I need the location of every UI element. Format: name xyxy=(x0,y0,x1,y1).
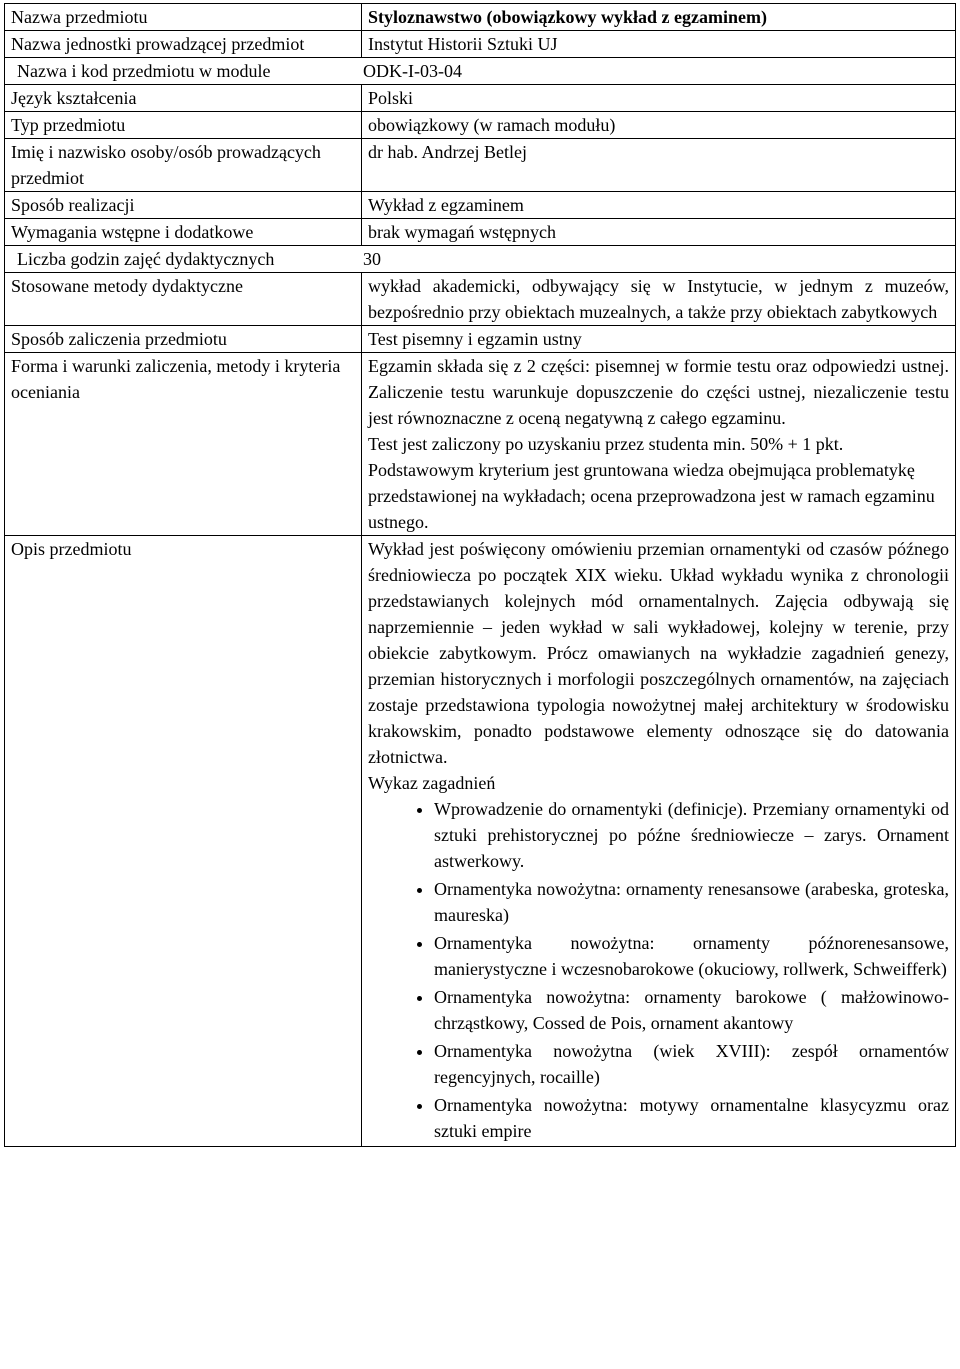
topics-heading: Wykaz zagadnień xyxy=(368,773,496,793)
value-lecturer: dr hab. Andrzej Betlej xyxy=(362,139,956,192)
value-language: Polski xyxy=(362,85,956,112)
label-language: Język kształcenia xyxy=(5,85,362,112)
label-lecturer: Imię i nazwisko osoby/osób prowadzących przedmiot xyxy=(5,139,362,192)
list-item: • Ornamentyka nowożytna: motywy ornamentalne klasycyzmu oraz sztuki empire xyxy=(434,1092,949,1144)
value-code: ODK-I-03-04 xyxy=(363,61,462,81)
row-type xyxy=(5,112,956,139)
row-code xyxy=(5,58,956,85)
row-lecturer xyxy=(5,139,956,192)
value-unit: Instytut Historii Sztuki UJ xyxy=(362,31,956,58)
value-realization: Wykład z egzaminem xyxy=(362,192,956,219)
label-unit: Nazwa jednostki prowadzącej przedmiot xyxy=(5,31,362,58)
label-course-name: Nazwa przedmiotu xyxy=(5,4,362,31)
label-credit: Sposób zaliczenia przedmiotu xyxy=(5,326,362,353)
assessment-paragraph-3: Podstawowym kryterium jest gruntowana wiedza obejmująca problematykę przedstawionej na wykładach; ocena przeprowadzona jest w ramach egzaminu ustnego. xyxy=(368,460,935,532)
list-item: • Wprowadzenie do ornamentyki (definicje). Przemiany ornamentyki od sztuki prehistorycznej po późne średniowiecze – zarys. Ornament astwerkowy. xyxy=(434,796,949,874)
row-methods xyxy=(5,273,956,326)
list-item: • Ornamentyka nowożytna: ornamenty renesansowe (arabeska, groteska, maureska) xyxy=(434,876,949,928)
course-info-table xyxy=(4,3,956,1147)
label-requirements: Wymagania wstępne i dodatkowe xyxy=(5,219,362,246)
label-description: Opis przedmiotu xyxy=(5,536,362,1147)
label-assessment: Forma i warunki zaliczenia, metody i kryteria oceniania xyxy=(5,353,362,536)
label-type: Typ przedmiotu xyxy=(5,112,362,139)
row-requirements xyxy=(5,219,956,246)
row-description xyxy=(5,536,956,1147)
row-credit xyxy=(5,326,956,353)
label-code: Nazwa i kod przedmiotu w module xyxy=(17,61,271,81)
value-methods: wykład akademicki, odbywający się w Instytucie, w jednym z muzeów, bezpośrednio przy obiektach muzealnych, a także przy obiektach zabytkowych xyxy=(362,273,956,326)
row-hours xyxy=(5,246,956,273)
description-paragraph: Wykład jest poświęcony omówieniu przemian ornamentyki od czasów późnego średniowiecza po początek XIX wieku. Układ wykładu wynika z chronologii przedstawianych kolejnych mód ornamentalnych. Zajęcia odbywają się naprzemiennie – jeden wykład w sali wykładowej, kolejny w terenie, przy obiekcie zabytkowym. Prócz omawianych na wykładzie zagadnień genezy, przemian historycznych i morfologii poszczególnych ornamentów, na zajęciach zostaje przedstawiona typologia nowożytnej małej architektury w środowisku krakowskim, ponadto podstawowe elementy odnoszące się do datowania złotnictwa. xyxy=(368,539,949,767)
list-item: • Ornamentyka nowożytna: ornamenty późnorenesansowe, manierystyczne i wczesnobarokowe (okuciowy, rollwerk, Schweifferk) xyxy=(434,930,949,982)
value-description xyxy=(362,536,956,1147)
row-language xyxy=(5,85,956,112)
assessment-paragraph-2: Test jest zaliczony po uzyskaniu przez studenta min. 50% + 1 pkt. xyxy=(368,434,844,454)
list-item: • Ornamentyka nowożytna: ornamenty barokowe ( małżowinowo-chrząstkowy, Cossed de Pois, ornament akantowy xyxy=(434,984,949,1036)
value-requirements: brak wymagań wstępnych xyxy=(362,219,956,246)
value-assessment xyxy=(362,353,956,536)
value-type: obowiązkowy (w ramach modułu) xyxy=(362,112,956,139)
value-hours: 30 xyxy=(363,249,381,269)
row-assessment xyxy=(5,353,956,536)
row-unit xyxy=(5,31,956,58)
assessment-paragraph-1: Egzamin składa się z 2 części: pisemnej w formie testu oraz odpowiedzi ustnej. Zaliczenie testu warunkuje dopuszczenie do części ustnej, niezaliczenie testu jest równoznaczne z oceną negatywną z całego egzaminu. xyxy=(368,356,949,428)
value-course-name: Styloznawstwo (obowiązkowy wykład z egzaminem) xyxy=(362,4,956,31)
value-credit: Test pisemny i egzamin ustny xyxy=(362,326,956,353)
row-course-name xyxy=(5,4,956,31)
row-realization xyxy=(5,192,956,219)
label-realization: Sposób realizacji xyxy=(5,192,362,219)
label-methods: Stosowane metody dydaktyczne xyxy=(5,273,362,326)
label-hours: Liczba godzin zajęć dydaktycznych xyxy=(17,249,275,269)
list-item: • Ornamentyka nowożytna (wiek XVIII): zespół ornamentów regencyjnych, rocaille) xyxy=(434,1038,949,1090)
topics-list xyxy=(368,796,949,1144)
